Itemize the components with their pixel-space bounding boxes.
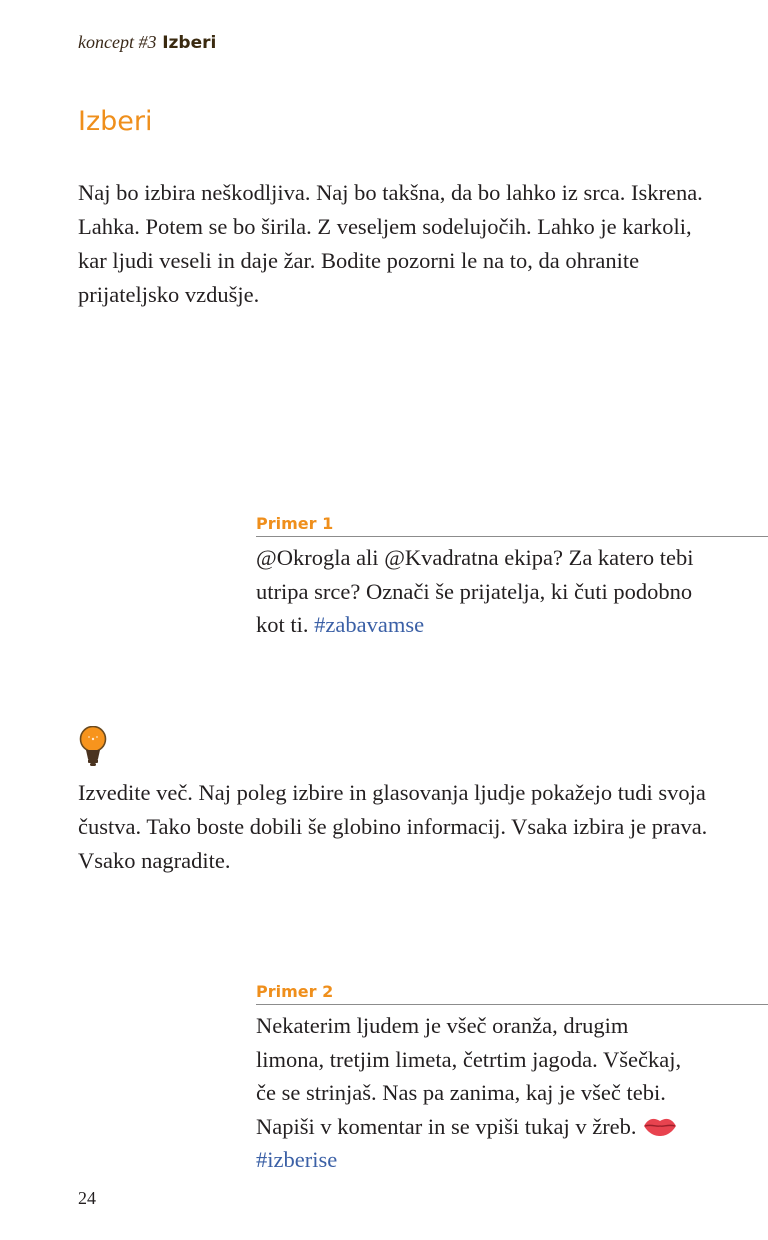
- example-1: [256, 514, 768, 642]
- running-head: [78, 32, 216, 53]
- hashtag: #zabavamse: [314, 612, 425, 637]
- page-number: 24: [78, 1188, 96, 1208]
- example-body: @Okrogla ali @Kvadratna ekipa? Za katero tebi utripa srce? Označi še prijatelja, ki čuti podobno kot ti.: [256, 545, 694, 637]
- example-2: [256, 982, 768, 1177]
- lips-icon: [643, 1115, 677, 1137]
- concept-number: koncept #3: [78, 32, 157, 52]
- example-text: [256, 541, 696, 642]
- example-label: Primer 2: [256, 982, 768, 1005]
- chapter-name: Izberi: [162, 33, 217, 53]
- page-title: Izberi: [78, 106, 153, 137]
- example-text: [256, 1009, 696, 1177]
- example-body: Nekaterim ljudem je všeč oranža, drugim limona, tretjim limeta, četrtim jagoda. Všečkaj, če se strinjaš. Nas pa zanima, kaj je všeč tebi. Napiši v komentar in se vpiši tukaj v žreb.: [256, 1013, 682, 1139]
- hashtag: #izberise: [256, 1147, 338, 1172]
- tip-paragraph: Izvedite več. Naj poleg izbire in glasovanja ljudje pokažejo tudi svoja čustva. Tako boste dobili še globino informacij. Vsaka izbira je prava. Vsako nagradite.: [78, 780, 708, 873]
- example-label: Primer 1: [256, 514, 768, 537]
- lightbulb-icon: [78, 726, 108, 768]
- intro-paragraph: Naj bo izbira neškodljiva. Naj bo takšna, da bo lahko iz srca. Iskrena. Lahka. Potem se bo širila. Z veseljem sodelujočih. Lahko je karkoli, kar ljudi veseli in daje žar. Bodite pozorni le na to, da ohranite prijateljsko vzdušje.: [78, 180, 703, 307]
